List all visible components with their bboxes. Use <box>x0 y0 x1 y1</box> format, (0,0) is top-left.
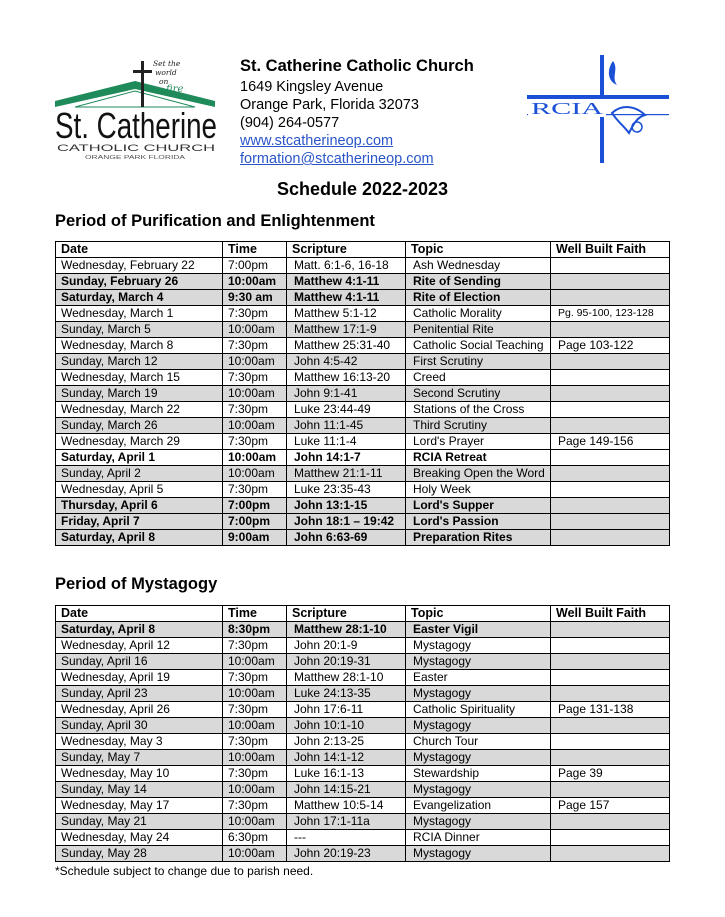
cell-date: Sunday, April 23 <box>56 686 223 702</box>
cell-time: 7:30pm <box>223 402 287 418</box>
cell-time: 10:00am <box>223 782 287 798</box>
rcia-text: RCIA <box>531 99 605 118</box>
st-catherine-logo <box>55 57 220 162</box>
logo-wordmark: St. Catherine <box>55 105 217 146</box>
cell-scripture: Luke 23:35-43 <box>287 482 406 498</box>
cell-time: 7:30pm <box>223 370 287 386</box>
cell-time: 10:00am <box>223 654 287 670</box>
cell-well-built-faith <box>551 466 670 482</box>
table-row <box>56 258 670 274</box>
cell-date: Sunday, March 19 <box>56 386 223 402</box>
cell-topic: Church Tour <box>406 734 551 750</box>
schedule-table-purification <box>55 241 670 546</box>
cell-scripture: Luke 24:13-35 <box>287 686 406 702</box>
logo-slogan-line3: on <box>159 77 169 86</box>
cell-scripture: Matthew 16:13-20 <box>287 370 406 386</box>
email-link[interactable]: formation@stcatherineop.com <box>240 151 434 167</box>
cell-topic: Creed <box>406 370 551 386</box>
cell-topic: Second Scrutiny <box>406 386 551 402</box>
church-header <box>240 57 474 168</box>
cell-scripture: John 20:19-23 <box>287 846 406 862</box>
schedule-title: Schedule 2022-2023 <box>276 179 449 199</box>
cell-topic: Easter Vigil <box>406 622 551 638</box>
cell-time: 10:00am <box>223 354 287 370</box>
cell-date: Wednesday, May 10 <box>56 766 223 782</box>
cell-time: 7:30pm <box>223 670 287 686</box>
cell-time: 7:30pm <box>223 482 287 498</box>
cell-scripture: Luke 16:1-13 <box>287 766 406 782</box>
schedule-footnote: *Schedule subject to change due to parish need. <box>55 864 314 878</box>
table-row <box>56 450 670 466</box>
cell-scripture: Luke 23:44-49 <box>287 402 406 418</box>
cell-time: 10:00am <box>223 686 287 702</box>
table-header-row <box>56 242 670 258</box>
cell-topic: RCIA Dinner <box>406 830 551 846</box>
cell-scripture: John 9:1-41 <box>287 386 406 402</box>
cell-scripture: John 14:1-7 <box>287 450 406 466</box>
cell-well-built-faith <box>551 402 670 418</box>
cell-date: Saturday, April 1 <box>56 450 223 466</box>
cell-date: Wednesday, April 26 <box>56 702 223 718</box>
cell-time: 7:30pm <box>223 434 287 450</box>
cell-scripture: Luke 11:1-4 <box>287 434 406 450</box>
cell-topic: Evangelization <box>406 798 551 814</box>
cell-topic: Breaking Open the Word <box>406 466 551 482</box>
cell-topic: Stewardship <box>406 766 551 782</box>
table-row <box>56 482 670 498</box>
cell-well-built-faith <box>551 482 670 498</box>
table-row <box>56 514 670 530</box>
cell-date: Wednesday, March 29 <box>56 434 223 450</box>
logo-slogan-line2: world <box>155 68 177 77</box>
cell-scripture: Matthew 10:5-14 <box>287 798 406 814</box>
cell-well-built-faith <box>551 354 670 370</box>
cell-date: Saturday, March 4 <box>56 290 223 306</box>
cell-topic: Third Scrutiny <box>406 418 551 434</box>
cell-topic: Lord's Passion <box>406 514 551 530</box>
cell-well-built-faith <box>551 274 670 290</box>
cell-date: Thursday, April 6 <box>56 498 223 514</box>
cell-well-built-faith <box>551 322 670 338</box>
table-row <box>56 434 670 450</box>
cell-scripture: John 6:63-69 <box>287 530 406 546</box>
cell-well-built-faith <box>551 734 670 750</box>
cell-well-built-faith <box>551 814 670 830</box>
table-row <box>56 306 670 322</box>
cell-date: Sunday, March 12 <box>56 354 223 370</box>
cell-well-built-faith <box>551 782 670 798</box>
cell-date: Wednesday, March 22 <box>56 402 223 418</box>
cell-date: Sunday, April 16 <box>56 654 223 670</box>
cell-topic: Holy Week <box>406 482 551 498</box>
column-header-topic: Topic <box>406 242 551 258</box>
cell-scripture: Matthew 5:1-12 <box>287 306 406 322</box>
column-header-date: Date <box>56 242 223 258</box>
cell-well-built-faith <box>551 638 670 654</box>
cell-well-built-faith: Page 157 <box>551 798 670 814</box>
cell-scripture: John 4:5-42 <box>287 354 406 370</box>
cell-date: Wednesday, March 15 <box>56 370 223 386</box>
cell-date: Wednesday, March 8 <box>56 338 223 354</box>
cell-topic: Catholic Morality <box>406 306 551 322</box>
table-row <box>56 798 670 814</box>
table-row <box>56 274 670 290</box>
rcia-logo <box>527 55 669 163</box>
cell-scripture: Matthew 25:31-40 <box>287 338 406 354</box>
cell-date: Wednesday, May 24 <box>56 830 223 846</box>
cell-scripture: John 20:19-31 <box>287 654 406 670</box>
cell-topic: Mystagogy <box>406 782 551 798</box>
cell-topic: Lord's Supper <box>406 498 551 514</box>
cell-topic: RCIA Retreat <box>406 450 551 466</box>
column-header-date: Date <box>56 606 223 622</box>
column-header-scripture: Scripture <box>287 242 406 258</box>
cell-date: Sunday, May 28 <box>56 846 223 862</box>
cell-time: 7:30pm <box>223 638 287 654</box>
cell-time: 9:30 am <box>223 290 287 306</box>
cell-date: Saturday, April 8 <box>56 530 223 546</box>
table-row <box>56 290 670 306</box>
cell-time: 10:00am <box>223 386 287 402</box>
cell-time: 7:00pm <box>223 258 287 274</box>
cell-scripture: John 2:13-25 <box>287 734 406 750</box>
cell-time: 6:30pm <box>223 830 287 846</box>
cell-well-built-faith: Pg. 95-100, 123-128 <box>551 306 670 322</box>
cell-date: Friday, April 7 <box>56 514 223 530</box>
rcia-flame-shape <box>609 61 617 85</box>
cell-scripture: Matthew 28:1-10 <box>287 670 406 686</box>
cell-well-built-faith <box>551 670 670 686</box>
table-row <box>56 830 670 846</box>
logo-cross-horizontal <box>133 70 152 73</box>
cell-scripture: John 17:6-11 <box>287 702 406 718</box>
cell-scripture: John 11:1-45 <box>287 418 406 434</box>
rcia-dove-shape <box>612 107 645 133</box>
table-row <box>56 622 670 638</box>
table-row <box>56 814 670 830</box>
table-row <box>56 354 670 370</box>
cell-topic: Catholic Social Teaching <box>406 338 551 354</box>
cell-topic: Easter <box>406 670 551 686</box>
table-row <box>56 766 670 782</box>
cell-well-built-faith: Page 39 <box>551 766 670 782</box>
column-header-time: Time <box>223 242 287 258</box>
cell-date: Wednesday, April 12 <box>56 638 223 654</box>
cell-well-built-faith <box>551 686 670 702</box>
logo-slogan-line1: Set the <box>153 59 181 68</box>
table-row <box>56 402 670 418</box>
table-row <box>56 338 670 354</box>
cell-date: Wednesday, May 3 <box>56 734 223 750</box>
cell-date: Wednesday, March 1 <box>56 306 223 322</box>
cell-date: Sunday, May 21 <box>56 814 223 830</box>
cell-scripture: John 18:1 – 19:42 <box>287 514 406 530</box>
column-header-scripture: Scripture <box>287 606 406 622</box>
cell-time: 10:00am <box>223 450 287 466</box>
column-header-time: Time <box>223 606 287 622</box>
cell-time: 8:30pm <box>223 622 287 638</box>
table-row <box>56 686 670 702</box>
cell-scripture: John 10:1-10 <box>287 718 406 734</box>
section-title-mystagogy: Period of Mystagogy <box>55 575 218 593</box>
column-header-well-built-faith: Well Built Faith <box>551 242 670 258</box>
cell-well-built-faith: Page 103-122 <box>551 338 670 354</box>
cell-date: Wednesday, April 5 <box>56 482 223 498</box>
table-row <box>56 750 670 766</box>
cell-topic: Preparation Rites <box>406 530 551 546</box>
cell-time: 9:00am <box>223 530 287 546</box>
cell-topic: First Scrutiny <box>406 354 551 370</box>
cell-scripture: John 14:15-21 <box>287 782 406 798</box>
table-row <box>56 370 670 386</box>
cell-well-built-faith <box>551 370 670 386</box>
cell-time: 7:30pm <box>223 338 287 354</box>
table-row <box>56 498 670 514</box>
table-row <box>56 530 670 546</box>
table-row <box>56 670 670 686</box>
cell-well-built-faith <box>551 750 670 766</box>
website-link[interactable]: www.stcatherineop.com <box>240 133 394 149</box>
cell-time: 10:00am <box>223 750 287 766</box>
cell-topic: Stations of the Cross <box>406 402 551 418</box>
cell-well-built-faith <box>551 418 670 434</box>
cell-well-built-faith <box>551 846 670 862</box>
cell-well-built-faith <box>551 718 670 734</box>
section-title-purification: Period of Purification and Enlightenment <box>55 212 375 230</box>
logo-subline: CATHOLIC CHURCH <box>57 143 216 154</box>
cell-well-built-faith: Page 149-156 <box>551 434 670 450</box>
cell-date: Sunday, May 14 <box>56 782 223 798</box>
cell-well-built-faith <box>551 530 670 546</box>
logo-location: ORANGE PARK FLORIDA <box>85 155 187 161</box>
cell-scripture: John 13:1-15 <box>287 498 406 514</box>
cell-well-built-faith <box>551 290 670 306</box>
cell-time: 10:00am <box>223 814 287 830</box>
cell-topic: Lord's Prayer <box>406 434 551 450</box>
phone-number: (904) 264-0577 <box>240 115 340 131</box>
cell-time: 7:30pm <box>223 306 287 322</box>
cell-scripture: Matt. 6:1-6, 16-18 <box>287 258 406 274</box>
cell-time: 7:00pm <box>223 498 287 514</box>
cell-topic: Mystagogy <box>406 814 551 830</box>
schedule-table-mystagogy <box>55 605 670 862</box>
cell-time: 10:00am <box>223 418 287 434</box>
cell-topic: Mystagogy <box>406 686 551 702</box>
cell-topic: Catholic Spirituality <box>406 702 551 718</box>
cell-well-built-faith <box>551 498 670 514</box>
cell-scripture: Matthew 17:1-9 <box>287 322 406 338</box>
logo-cross-vertical <box>141 61 144 107</box>
cell-time: 10:00am <box>223 846 287 862</box>
cell-well-built-faith <box>551 830 670 846</box>
cell-date: Sunday, May 7 <box>56 750 223 766</box>
cell-well-built-faith <box>551 450 670 466</box>
table-row <box>56 846 670 862</box>
cell-date: Saturday, April 8 <box>56 622 223 638</box>
table-row <box>56 654 670 670</box>
table-row <box>56 718 670 734</box>
table-row <box>56 702 670 718</box>
cell-time: 7:30pm <box>223 702 287 718</box>
table-header-row <box>56 606 670 622</box>
cell-topic: Rite of Sending <box>406 274 551 290</box>
cell-time: 7:30pm <box>223 798 287 814</box>
cell-topic: Ash Wednesday <box>406 258 551 274</box>
table-row <box>56 386 670 402</box>
cell-well-built-faith <box>551 258 670 274</box>
cell-topic: Rite of Election <box>406 290 551 306</box>
cell-topic: Mystagogy <box>406 846 551 862</box>
cell-well-built-faith <box>551 514 670 530</box>
cell-date: Sunday, February 26 <box>56 274 223 290</box>
cell-time: 10:00am <box>223 274 287 290</box>
cell-topic: Mystagogy <box>406 654 551 670</box>
cell-well-built-faith <box>551 654 670 670</box>
cell-well-built-faith <box>551 386 670 402</box>
cell-topic: Penitential Rite <box>406 322 551 338</box>
cell-date: Sunday, March 26 <box>56 418 223 434</box>
logo-slogan-line4: fire <box>166 84 184 95</box>
table-row <box>56 734 670 750</box>
table-row <box>56 322 670 338</box>
cell-time: 10:00am <box>223 322 287 338</box>
table-row <box>56 466 670 482</box>
cell-date: Wednesday, April 19 <box>56 670 223 686</box>
column-header-topic: Topic <box>406 606 551 622</box>
cell-time: 7:30pm <box>223 734 287 750</box>
cell-scripture: --- <box>287 830 406 846</box>
cell-topic: Mystagogy <box>406 718 551 734</box>
cell-date: Wednesday, February 22 <box>56 258 223 274</box>
table-row <box>56 418 670 434</box>
cell-well-built-faith: Page 131-138 <box>551 702 670 718</box>
address-line-1: 1649 Kingsley Avenue <box>240 79 384 95</box>
cell-date: Sunday, March 5 <box>56 322 223 338</box>
cell-scripture: John 20:1-9 <box>287 638 406 654</box>
cell-scripture: John 14:1-12 <box>287 750 406 766</box>
table-row <box>56 782 670 798</box>
cell-scripture: Matthew 21:1-11 <box>287 466 406 482</box>
cell-time: 7:30pm <box>223 766 287 782</box>
cell-date: Wednesday, May 17 <box>56 798 223 814</box>
cell-scripture: John 17:1-11a <box>287 814 406 830</box>
cell-topic: Mystagogy <box>406 750 551 766</box>
cell-scripture: Matthew 4:1-11 <box>287 290 406 306</box>
table-row <box>56 638 670 654</box>
cell-well-built-faith <box>551 622 670 638</box>
cell-date: Sunday, April 30 <box>56 718 223 734</box>
cell-time: 7:00pm <box>223 514 287 530</box>
cell-scripture: Matthew 4:1-11 <box>287 274 406 290</box>
cell-time: 10:00am <box>223 466 287 482</box>
rcia-water-drop <box>632 122 642 132</box>
church-name: St. Catherine Catholic Church <box>240 57 474 75</box>
cell-topic: Mystagogy <box>406 638 551 654</box>
address-line-2: Orange Park, Florida 32073 <box>240 97 419 113</box>
cell-time: 10:00am <box>223 718 287 734</box>
cell-date: Sunday, April 2 <box>56 466 223 482</box>
column-header-well-built-faith: Well Built Faith <box>551 606 670 622</box>
cell-scripture: Matthew 28:1-10 <box>287 622 406 638</box>
